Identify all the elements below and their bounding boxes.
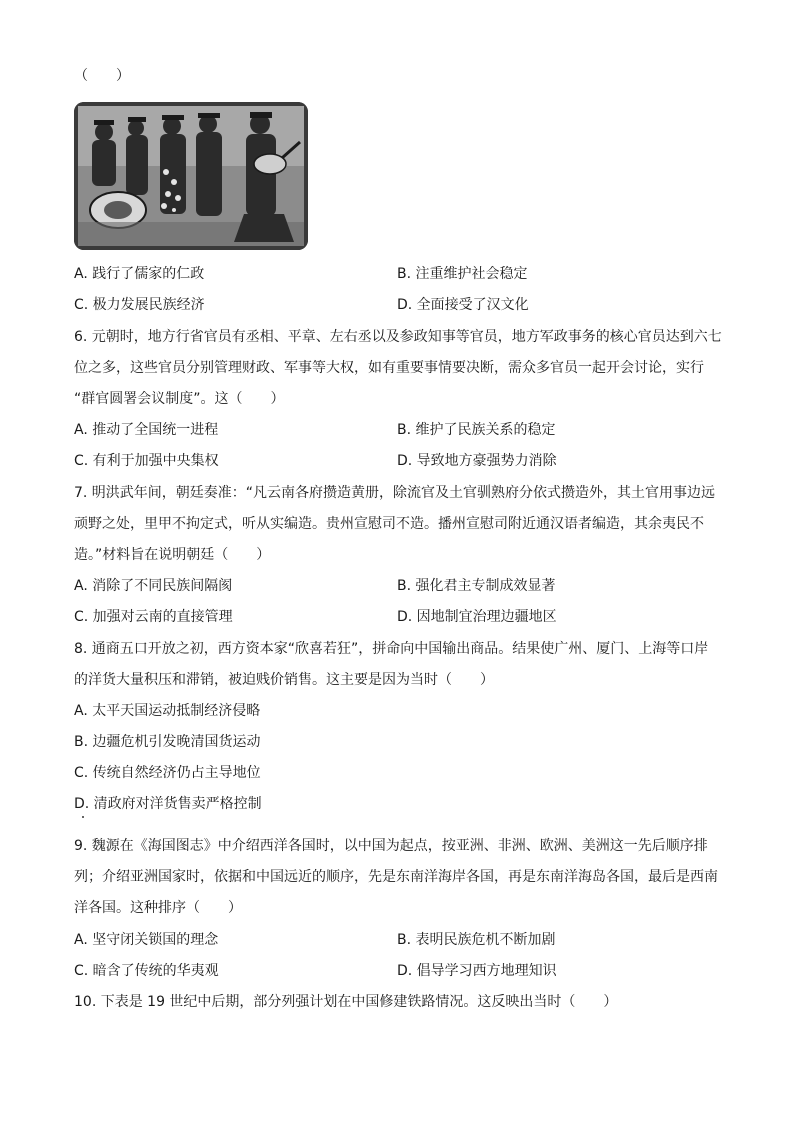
q6-option-b: B. 维护了民族关系的稳定 — [397, 422, 556, 438]
q9-option-c: C. 暗含了传统的华夷观 — [74, 963, 219, 979]
q7-option-b: B. 强化君主专制成效显著 — [397, 578, 556, 594]
q6-option-a: A. 推动了全国统一进程 — [74, 422, 219, 438]
q8-option-d: D. 清政府对洋货售卖严格控制 — [74, 796, 262, 812]
q7-option-c: C. 加强对云南的直接管理 — [74, 609, 233, 625]
q6-stem-line-1: 6. 元朝时，地方行省官员有丞相、平章、左右丞以及参政知事等官员，地方军政事务的核心官员达到六七 — [74, 329, 722, 345]
mural-illustration — [74, 102, 308, 250]
q8-option-a: A. 太平天国运动抵制经济侵略 — [74, 703, 261, 719]
question-5-answer-blank: （ ） — [74, 68, 130, 84]
q8-option-c: C. 传统自然经济仍占主导地位 — [74, 765, 261, 781]
q8-option-b: B. 边疆危机引发晚清国货运动 — [74, 734, 261, 750]
q9-option-a: A. 坚守闭关锁国的理念 — [74, 932, 219, 948]
q7-stem-line-3: 造。”材料旨在说明朝廷（ ） — [74, 547, 271, 563]
q8-stem-line-2: 的洋货大量积压和滞销，被迫贱价销售。这主要是因为当时（ ） — [74, 672, 494, 688]
q7-stem-line-2: 顽野之处，里甲不拘定式，听从实编造。贵州宣慰司不造。播州宣慰司附近通汉语者编造，其余夷民不 — [74, 516, 704, 532]
q5-option-a: A. 践行了儒家的仁政 — [74, 266, 205, 282]
q9-stem-line-3: 洋各国。这种排序（ ） — [74, 900, 242, 916]
q9-stem-line-1: 9. 魏源在《海国图志》中介绍西洋各国时，以中国为起点，按亚洲、非洲、欧洲、美洲这一先后顺序排 — [74, 838, 708, 854]
q10-stem-line-1: 10. 下表是 19 世纪中后期，部分列强计划在中国修建铁路情况。这反映出当时（ ） — [74, 994, 618, 1010]
q6-stem-line-3: “群官圆署会议制度”。这（ ） — [74, 391, 285, 407]
q8-stem-line-1: 8. 通商五口开放之初，西方资本家“欣喜若狂”，拼命向中国输出商品。结果使广州、厦门、上海等口岸 — [74, 641, 709, 657]
q6-stem-line-2: 位之多，这些官员分别管理财政、军事等大权，如有重要事情要决断，需众多官员一起开会讨论，实行 — [74, 360, 704, 376]
q9-option-b: B. 表明民族危机不断加剧 — [397, 932, 556, 948]
q7-stem-line-1: 7. 明洪武年间，朝廷奏准：“凡云南各府攒造黄册，除流官及土官驯熟府分依式攒造外，其土官用事边远 — [74, 485, 716, 501]
q5-option-d: D. 全面接受了汉文化 — [397, 297, 529, 313]
q7-option-a: A. 消除了不同民族间隔阂 — [74, 578, 233, 594]
q6-option-c: C. 有利于加强中央集权 — [74, 453, 219, 469]
q9-stem-line-2: 列；介绍亚洲国家时，依据和中国远近的顺序，先是东南洋海岸各国，再是东南洋海岛各国，最后是西南 — [74, 869, 718, 885]
q5-option-c: C. 极力发展民族经济 — [74, 297, 205, 313]
q7-option-d: D. 因地制宜治理边疆地区 — [397, 609, 557, 625]
q5-option-b: B. 注重维护社会稳定 — [397, 266, 528, 282]
stray-mark — [82, 816, 84, 818]
q9-option-d: D. 倡导学习西方地理知识 — [397, 963, 557, 979]
q6-option-d: D. 导致地方豪强势力消除 — [397, 453, 557, 469]
historical-mural-image — [74, 102, 308, 250]
